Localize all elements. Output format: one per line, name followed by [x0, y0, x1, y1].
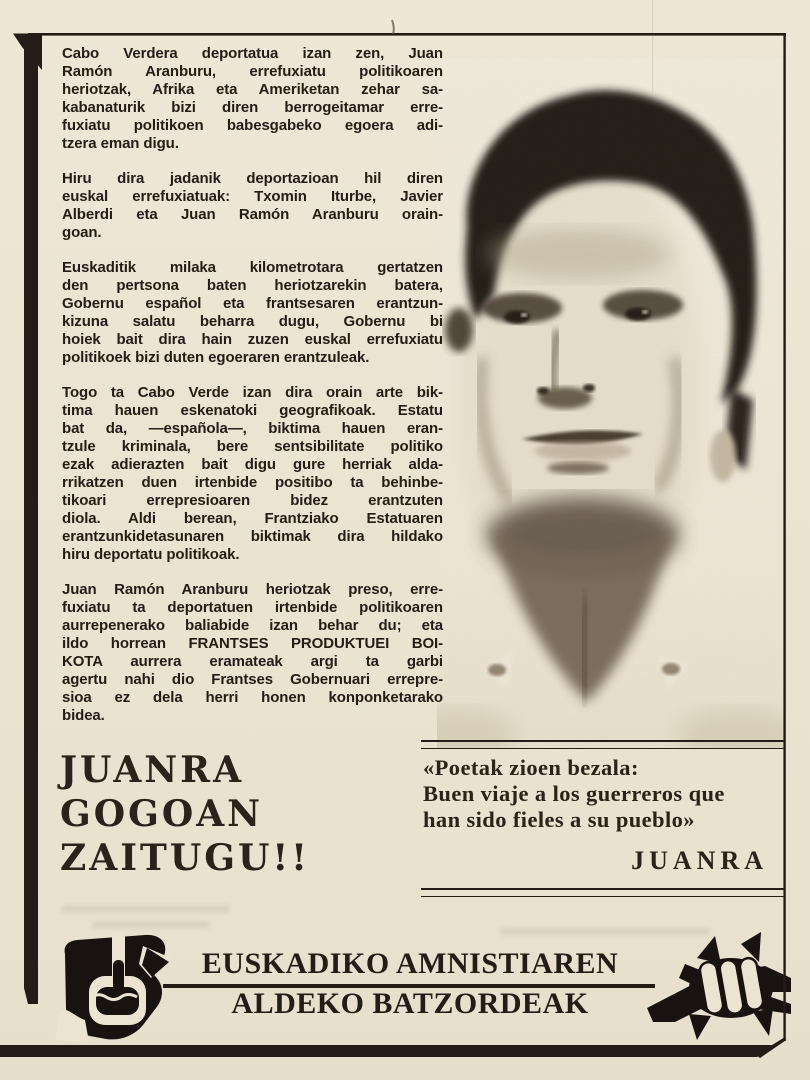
- text-line: rrikatzen duen irtenbide positibo ta behinbe-: [62, 474, 443, 491]
- text-line: den pertsona baten heriotzarekin batera,: [62, 277, 443, 294]
- print-artifact-mark: [392, 20, 394, 34]
- amnesty-support-committees-logo-icon: [55, 932, 171, 1042]
- organization-name-line2: ALDEKO BATZORDEAK: [231, 987, 589, 1020]
- text-line: agertu nahi dio Frantses Gobernuari errepre-: [62, 671, 443, 688]
- quote-rule-bottom: [421, 888, 785, 897]
- text-line: sioa ez dela herri honen konponketarako: [62, 689, 443, 706]
- quote-rule-top: [421, 740, 785, 749]
- text-line: kizuna salatu beharra dugu, Gobernu bi: [62, 313, 443, 330]
- text-line: Juan Ramón Aranburu heriotzak preso, erre-: [62, 581, 443, 598]
- text-line: politikoek bizi duten egoeraren erantzuleak.: [62, 349, 370, 366]
- text-line: tikoari errepresioaren bidez erantzuten: [62, 492, 443, 509]
- text-line: Euskaditik milaka kilometrotara gertatzen: [62, 259, 443, 276]
- text-line: hoiek bait dira hain zuzen euskal errefuxiatu: [62, 331, 443, 348]
- text-line: fuxiatu politikoen babesgabeko egoera adi-: [62, 117, 443, 134]
- text-line: KOTA aurrera eramateak argi ta garbi: [62, 653, 443, 670]
- paragraph: [62, 259, 443, 367]
- paragraph: [62, 581, 443, 725]
- paragraph: [62, 45, 443, 153]
- text-line: Buen viaje a los guerreros que: [423, 781, 725, 806]
- text-line: Alberdi eta Juan Ramón Aranburu orain-: [62, 206, 443, 223]
- text-line: euskal errefuxiatuak: Txomin Iturbe, Javier: [62, 188, 443, 205]
- text-line: ildo horrean FRANTSES PRODUKTUEI BOI-: [62, 635, 443, 652]
- text-line: aurrepenerako baliabide izan behar du; eta: [62, 617, 443, 634]
- text-line: Cabo Verdera deportatua izan zen, Juan: [62, 45, 443, 62]
- text-line: erantzunkidetasunaren biktimak dira hildako: [62, 528, 443, 545]
- text-line: hiru deportatu politikoak.: [62, 546, 240, 563]
- organization-name-line1: EUSKADIKO AMNISTIAREN: [201, 947, 619, 980]
- text-line: GOGOAN: [60, 793, 264, 835]
- quote-attribution: JUANRA: [631, 846, 768, 875]
- text-line: Gobernu español eta frantsesaren erantzun-: [62, 295, 443, 312]
- paragraph: [62, 384, 443, 564]
- text-line: bidea.: [62, 707, 105, 724]
- text-line: Togo ta Cabo Verde izan dira orain arte bik-: [62, 384, 443, 401]
- text-line: ZAITUGU!!: [60, 837, 310, 879]
- barbed-wire-knot-icon: [645, 930, 791, 1044]
- paragraph: [62, 170, 443, 242]
- text-line: Ramón Aranburu, errefuxiatu politikoaren: [62, 63, 443, 80]
- text-line: han sido fieles a su pueblo»: [423, 807, 695, 832]
- text-line: ezak adierazten bait digu gure herriak alda-: [62, 456, 443, 473]
- bleedthrough-smudge: [62, 905, 230, 913]
- headline: [60, 748, 400, 880]
- text-line: goan.: [62, 224, 102, 241]
- text-line: bat da, —española—, biktima hauen eran-: [62, 420, 443, 437]
- text-line: Hiru dira jadanik deportazioan hil diren: [62, 170, 443, 187]
- portrait-photo: [437, 58, 785, 748]
- text-line: heriotzak, Afrika eta Ameriketan zehar sa-: [62, 81, 443, 98]
- article-column: [62, 45, 443, 742]
- text-line: tima hauen eskenatoki geografikoak. Estatu: [62, 402, 443, 419]
- text-line: «Poetak zioen bezala:: [423, 755, 639, 780]
- bleedthrough-smudge: [92, 921, 210, 928]
- text-line: diola. Aldi berean, Frantziako Estatuaren: [62, 510, 443, 527]
- text-line: kabanaturik bizi diren berrogeitamar erre-: [62, 99, 443, 116]
- text-line: JUANRA: [60, 749, 245, 791]
- text-line: fuxiatu ta deportatuen irtenbide politikoaren: [62, 599, 443, 616]
- quote-text: [423, 755, 785, 833]
- text-line: tzera eman digu.: [62, 135, 179, 152]
- text-line: tzule kriminala, bere sentsibilitate politiko: [62, 438, 443, 455]
